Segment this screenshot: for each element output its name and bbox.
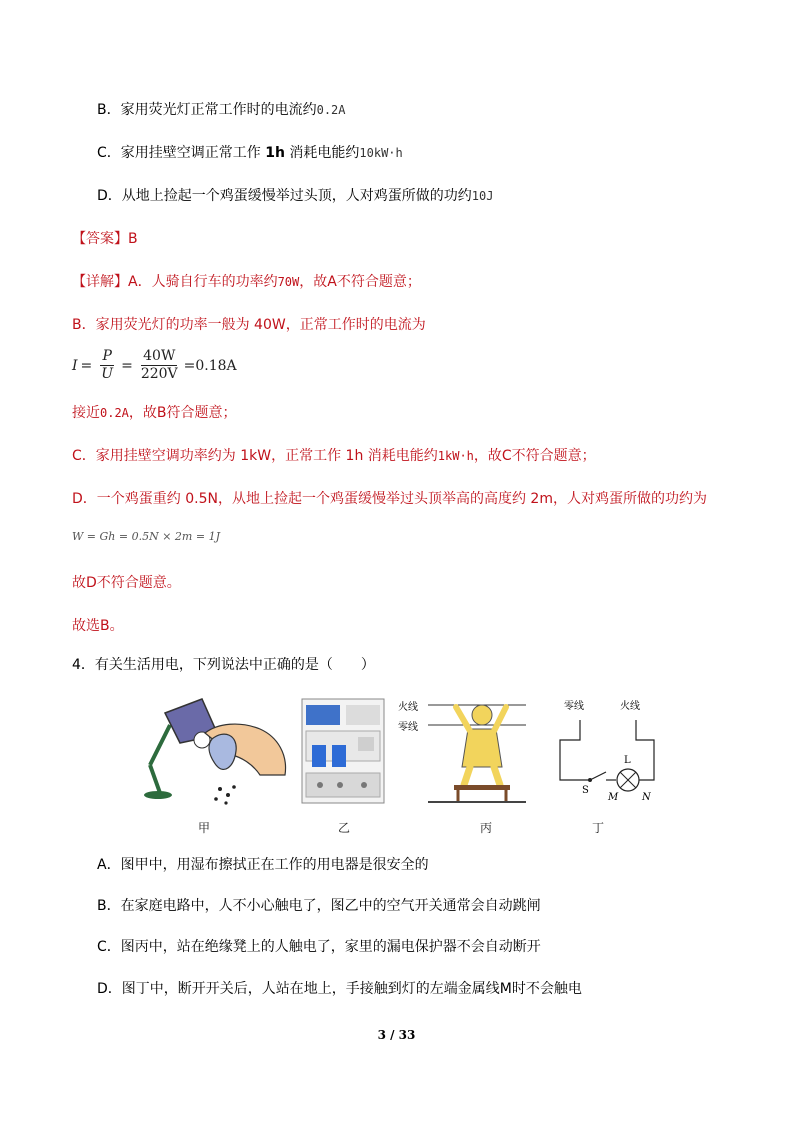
- caption-bing: 丙: [480, 821, 493, 835]
- formula-current: I = $\frac{P}{U}$ = $\frac{40W}{220V}$ =0.18A: [72, 348, 237, 382]
- analysis-c: C．家用挂壁空调功率约为 1kW，正常工作 1h 消耗电能约1kW·h，故C不符合题意；: [72, 448, 596, 464]
- question-4-option-b: B．在家庭电路中，人不小心触电了，图乙中的空气开关通常会自动跳闸: [97, 898, 541, 914]
- caption-jia: 甲: [198, 821, 211, 835]
- label-neutral-wire: 零线: [398, 722, 418, 733]
- label-point-m: M: [608, 792, 619, 803]
- formula-work: W = Gh = 0.5N × 2m = 1J: [72, 530, 220, 543]
- label-lamp-l: L: [624, 755, 631, 766]
- figure-yi: [298, 695, 388, 811]
- lamp-wet-cloth-illustration: [140, 695, 290, 807]
- page-number: 3 / 33: [377, 1028, 416, 1042]
- label-live-wire: 火线: [398, 702, 418, 713]
- figure-bing: [398, 695, 528, 811]
- option-d-prev: D．从地上捡起一个鸡蛋缓慢举过头顶，人对鸡蛋所做的功约10J: [97, 188, 494, 204]
- figure-ding: [550, 695, 660, 811]
- analysis-d: D．一个鸡蛋重约 0.5N，从地上捡起一个鸡蛋缓慢举过头顶举高的高度约 2m，人对鸡蛋所做的功约为: [72, 491, 707, 507]
- analysis-b: B．家用荧光灯的功率一般为 40W，正常工作时的电流为: [72, 317, 426, 333]
- caption-ding: 丁: [592, 821, 605, 835]
- question-4-figures: [140, 695, 660, 843]
- answer-label: 【答案】B: [72, 231, 138, 247]
- option-c-prev: C．家用挂壁空调正常工作 1h 消耗电能约10kW·h: [97, 145, 403, 161]
- analysis-a: 【详解】A．人骑自行车的功率约70W，故A不符合题意；: [72, 274, 421, 290]
- circuit-breaker-illustration: [298, 695, 388, 807]
- label-ding-neutral: 零线: [564, 701, 584, 712]
- question-4-stem: 4．有关生活用电，下列说法中正确的是（ ）: [72, 657, 375, 673]
- label-point-n: N: [642, 792, 651, 803]
- option-b-prev: B．家用荧光灯正常工作时的电流约0.2A: [97, 102, 346, 118]
- question-4-option-a: A．图甲中，用湿布擦拭正在工作的用电器是很安全的: [97, 857, 429, 873]
- analysis-b-conclusion: 接近0.2A，故B符合题意；: [72, 405, 237, 421]
- fraction-p-u: $\frac{P}{U}$: [101, 348, 114, 382]
- label-ding-live: 火线: [620, 701, 640, 712]
- analysis-d-conclusion: 故D不符合题意。: [72, 575, 181, 591]
- label-switch-s: S: [582, 785, 589, 796]
- question-4-option-c: C．图丙中，站在绝缘凳上的人触电了，家里的漏电保护器不会自动断开: [97, 939, 541, 955]
- analysis-final: 故选B。: [72, 618, 124, 634]
- question-4-option-d: D．图丁中，断开开关后，人站在地上，手接触到灯的左端金属线M时不会触电: [97, 981, 582, 997]
- fraction-40w-220v: $\frac{40W}{220V}$: [140, 348, 178, 382]
- figure-jia: [140, 695, 290, 811]
- caption-yi: 乙: [338, 821, 351, 835]
